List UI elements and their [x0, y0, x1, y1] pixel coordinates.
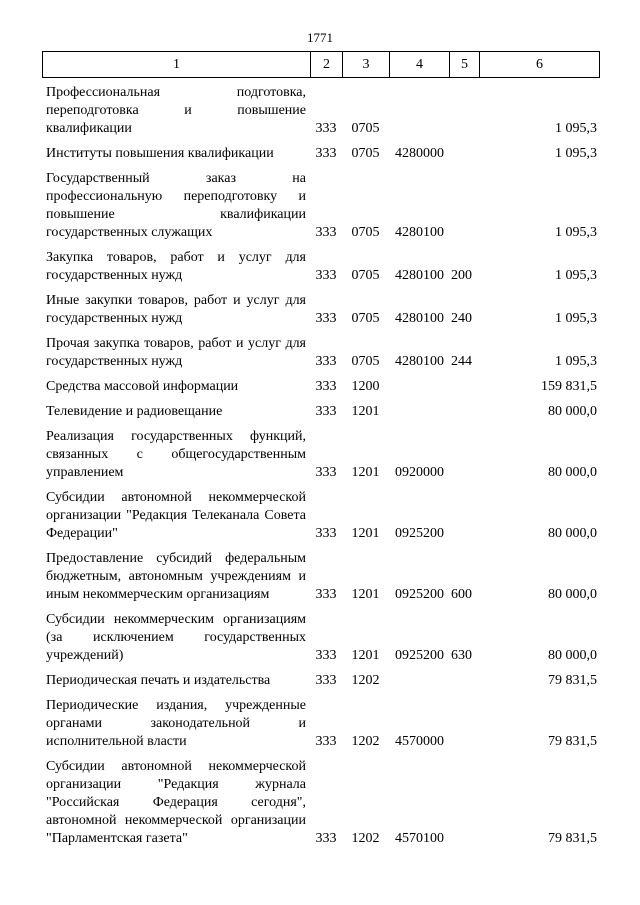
row-name: Прочая закупка товаров, работ и услуг для государственных нужд [46, 336, 306, 369]
table-row [42, 378, 599, 403]
row-name: Периодические издания, учрежденные органами законодательной и исполнительной власти [46, 698, 306, 749]
table-row [42, 611, 599, 672]
column-header-2: 2 [311, 52, 343, 78]
row-type [449, 145, 479, 170]
row-article [389, 672, 449, 697]
row-article: 4570000 [395, 734, 444, 749]
table-row [42, 335, 599, 378]
row-amount: 159 831,5 [541, 379, 597, 394]
row-name: Предоставление субсидий федеральным бюджетным, автономным учреждениям и иным некоммерческим организациям [46, 551, 306, 602]
row-type [449, 758, 479, 855]
row-section: 1201 [351, 587, 380, 602]
column-header-1: 1 [43, 52, 311, 78]
row-name: Средства массовой информации [46, 379, 239, 394]
table-row [42, 672, 599, 697]
row-code: 333 [315, 311, 337, 326]
row-type [449, 697, 479, 758]
row-amount: 80 000,0 [548, 648, 597, 663]
row-article [389, 378, 449, 403]
row-type [449, 403, 479, 428]
row-name: Субсидии автономной некоммерческой организации "Редакция Телеканала Совета Федерации" [46, 490, 306, 541]
row-code: 333 [315, 648, 337, 663]
row-type [449, 489, 479, 550]
row-section: 1201 [351, 648, 380, 663]
row-code: 333 [315, 225, 337, 240]
row-section: 0705 [351, 268, 380, 283]
row-amount: 1 095,3 [555, 311, 597, 326]
row-article: 0920000 [395, 465, 444, 480]
row-article: 0925200 [395, 587, 444, 602]
table-row [42, 489, 599, 550]
row-section: 1201 [351, 526, 380, 541]
table-row [42, 403, 599, 428]
column-header-5: 5 [450, 52, 480, 78]
column-header-table [42, 51, 600, 78]
row-amount: 1 095,3 [555, 121, 597, 136]
row-code: 333 [315, 354, 337, 369]
row-code: 333 [315, 673, 337, 688]
row-amount: 1 095,3 [555, 225, 597, 240]
row-amount: 79 831,5 [548, 831, 597, 846]
row-code: 333 [315, 734, 337, 749]
table-row [42, 758, 599, 855]
table-row [42, 170, 599, 249]
row-name: Субсидии некоммерческим организациям (за исключением государственных учреждений) [46, 612, 306, 663]
row-type: 244 [451, 354, 472, 369]
row-amount: 80 000,0 [548, 587, 597, 602]
row-code: 333 [315, 146, 337, 161]
row-code: 333 [315, 526, 337, 541]
row-code: 333 [315, 831, 337, 846]
row-type: 200 [451, 268, 472, 283]
row-code: 333 [315, 121, 337, 136]
row-amount: 1 095,3 [555, 354, 597, 369]
row-section: 1200 [351, 379, 380, 394]
table-row [42, 697, 599, 758]
row-type [449, 428, 479, 489]
row-name: Субсидии автономной некоммерческой организации "Редакция журнала "Российская Федерация сегодня", автономной некоммерческой организации "Парламентская газета" [46, 759, 306, 846]
row-section: 0705 [351, 311, 380, 326]
row-section: 1202 [351, 673, 380, 688]
row-article: 4280100 [395, 225, 444, 240]
row-type: 630 [451, 648, 472, 663]
row-amount: 79 831,5 [548, 673, 597, 688]
row-code: 333 [315, 379, 337, 394]
row-name: Периодическая печать и издательства [46, 673, 271, 688]
table-row [42, 84, 599, 145]
row-code: 333 [315, 465, 337, 480]
row-name: Профессиональная подготовка, переподготовка и повышение квалификации [46, 85, 306, 136]
row-section: 0705 [351, 225, 380, 240]
row-section: 0705 [351, 146, 380, 161]
column-header-3: 3 [343, 52, 390, 78]
row-section: 0705 [351, 354, 380, 369]
row-article: 4280100 [395, 268, 444, 283]
budget-table [42, 84, 599, 855]
row-amount: 80 000,0 [548, 404, 597, 419]
row-article: 0925200 [395, 648, 444, 663]
row-section: 1202 [351, 831, 380, 846]
row-type: 240 [451, 311, 472, 326]
table-row [42, 249, 599, 292]
row-section: 0705 [351, 121, 380, 136]
row-name: Институты повышения квалификации [46, 146, 274, 161]
row-amount: 80 000,0 [548, 526, 597, 541]
row-code: 333 [315, 268, 337, 283]
row-article [389, 84, 449, 145]
row-amount: 1 095,3 [555, 146, 597, 161]
row-article: 4280100 [395, 311, 444, 326]
row-type: 600 [451, 587, 472, 602]
column-header-4: 4 [390, 52, 450, 78]
row-name: Государственный заказ на профессиональную переподготовку и повышение квалификации государственных служащих [46, 171, 306, 240]
row-section: 1201 [351, 404, 380, 419]
row-name: Телевидение и радиовещание [46, 404, 223, 419]
row-type [449, 170, 479, 249]
row-article [389, 403, 449, 428]
row-name: Реализация государственных функций, связанных с общегосударственным управлением [46, 429, 306, 480]
row-section: 1201 [351, 465, 380, 480]
column-header-row [43, 52, 600, 78]
row-name: Иные закупки товаров, работ и услуг для государственных нужд [46, 293, 306, 326]
table-row [42, 292, 599, 335]
row-type [449, 378, 479, 403]
row-type [449, 84, 479, 145]
table-row [42, 428, 599, 489]
row-article: 4280100 [395, 354, 444, 369]
row-article: 4280000 [395, 146, 444, 161]
row-type [449, 672, 479, 697]
row-amount: 80 000,0 [548, 465, 597, 480]
table-row [42, 145, 599, 170]
row-name: Закупка товаров, работ и услуг для государственных нужд [46, 250, 306, 283]
row-article: 0925200 [395, 526, 444, 541]
row-article: 4570100 [395, 831, 444, 846]
row-amount: 1 095,3 [555, 268, 597, 283]
column-header-6: 6 [480, 52, 600, 78]
page-number: 1771 [307, 30, 333, 45]
table-row [42, 550, 599, 611]
row-section: 1202 [351, 734, 380, 749]
row-code: 333 [315, 587, 337, 602]
row-amount: 79 831,5 [548, 734, 597, 749]
row-code: 333 [315, 404, 337, 419]
